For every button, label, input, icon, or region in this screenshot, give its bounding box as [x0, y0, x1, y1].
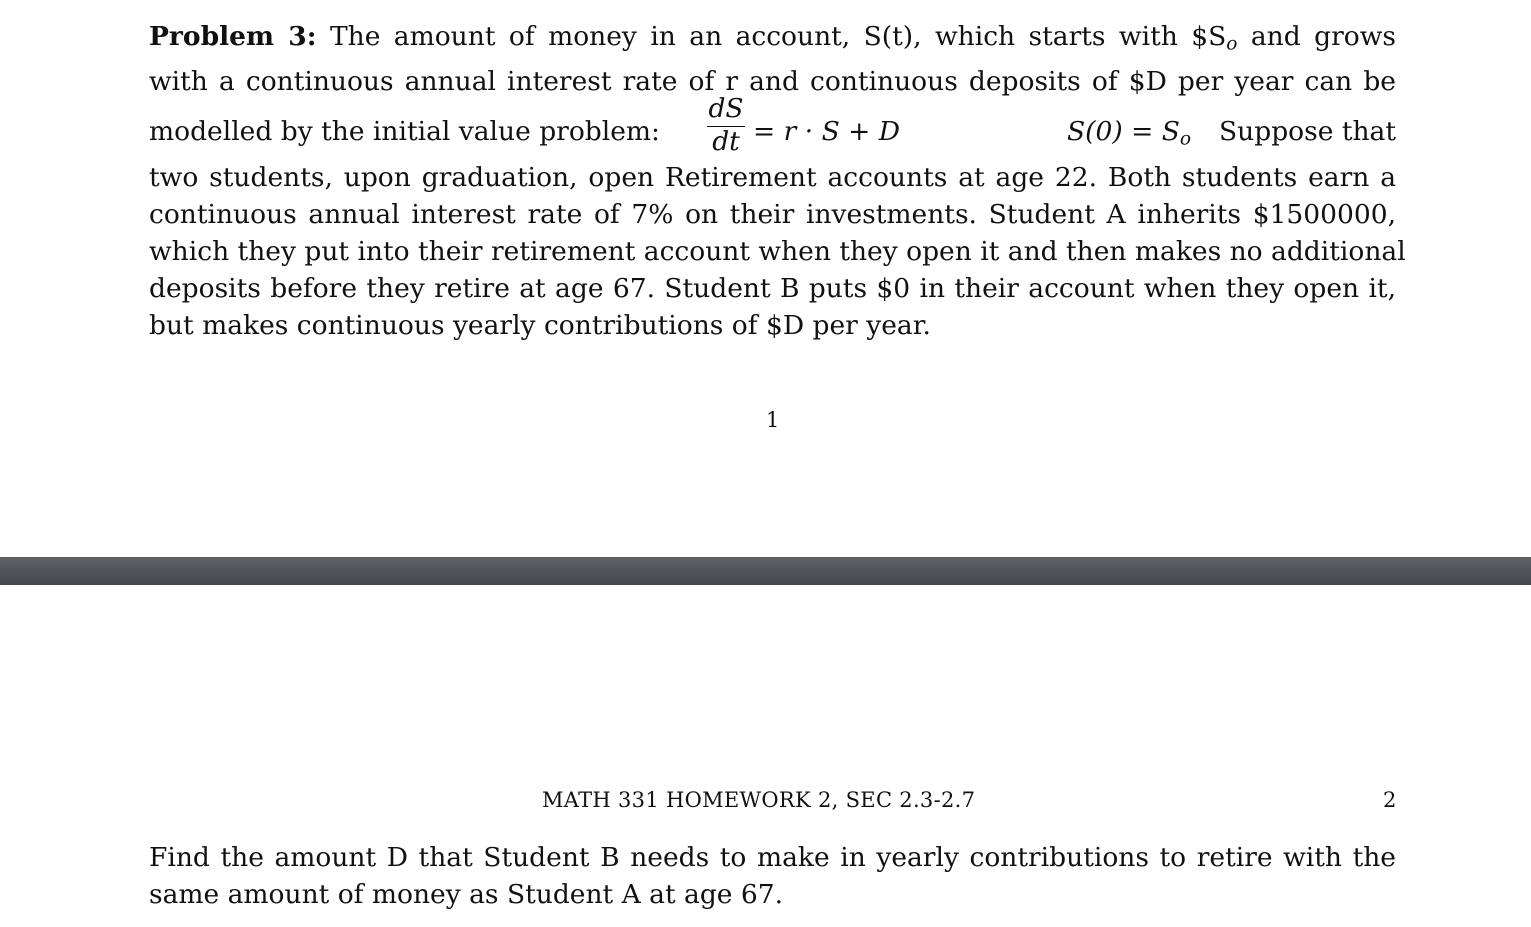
s-naught-subscript: o	[1226, 33, 1238, 55]
text-line-8: but makes continuous yearly contributions of $D per year.	[149, 309, 931, 341]
text-line-5: continuous annual interest rate of 7% on their investments. Student A inherits $1500000,	[149, 198, 1396, 230]
problem-label: Problem 3:	[149, 21, 317, 52]
initial-condition-subscript: o	[1179, 128, 1192, 150]
ode-numerator: dS	[707, 94, 745, 127]
text-line-1	[149, 18, 1396, 63]
text-line-4: two students, upon graduation, open Retirement accounts at age 22. Both students earn a	[149, 161, 1396, 193]
question-line-2: same amount of money as Student A at age 67.	[149, 879, 784, 910]
problem-line-1-end: and grows	[1250, 21, 1396, 52]
page-number-1: 1	[766, 408, 780, 432]
ode-denominator: dt	[712, 125, 740, 157]
question-text	[149, 839, 1396, 913]
ode-line	[149, 92, 1396, 159]
ode-right-hand-side: = r · S + D	[753, 115, 901, 147]
initial-condition: S(0) = S	[1067, 115, 1180, 147]
text-line-6: which they put into their retirement account when they open it and then makes no additional	[149, 235, 1406, 267]
ode-derivative	[707, 94, 745, 157]
page-number-2: 2	[1383, 788, 1397, 812]
text-line-7: deposits before they retire at age 67. Student B puts $0 in their account when they open it,	[149, 272, 1396, 304]
text-line-2: with a continuous annual interest rate of r and continuous deposits of $D per year can be	[149, 65, 1396, 97]
ivp-intro-text: modelled by the initial value problem:	[149, 115, 660, 147]
initial-condition-group	[1067, 113, 1396, 158]
running-header: MATH 331 HOMEWORK 2, SEC 2.3-2.7	[542, 788, 976, 812]
question-line-1: Find the amount D that Student B needs to make in yearly contributions to retire with the	[149, 842, 1396, 873]
page-separator	[0, 557, 1531, 585]
problem-line-1-text: The amount of money in an account, S(t), which starts with $S	[329, 21, 1227, 52]
problem-statement	[149, 18, 1406, 344]
suppose-text: Suppose that	[1219, 115, 1396, 147]
